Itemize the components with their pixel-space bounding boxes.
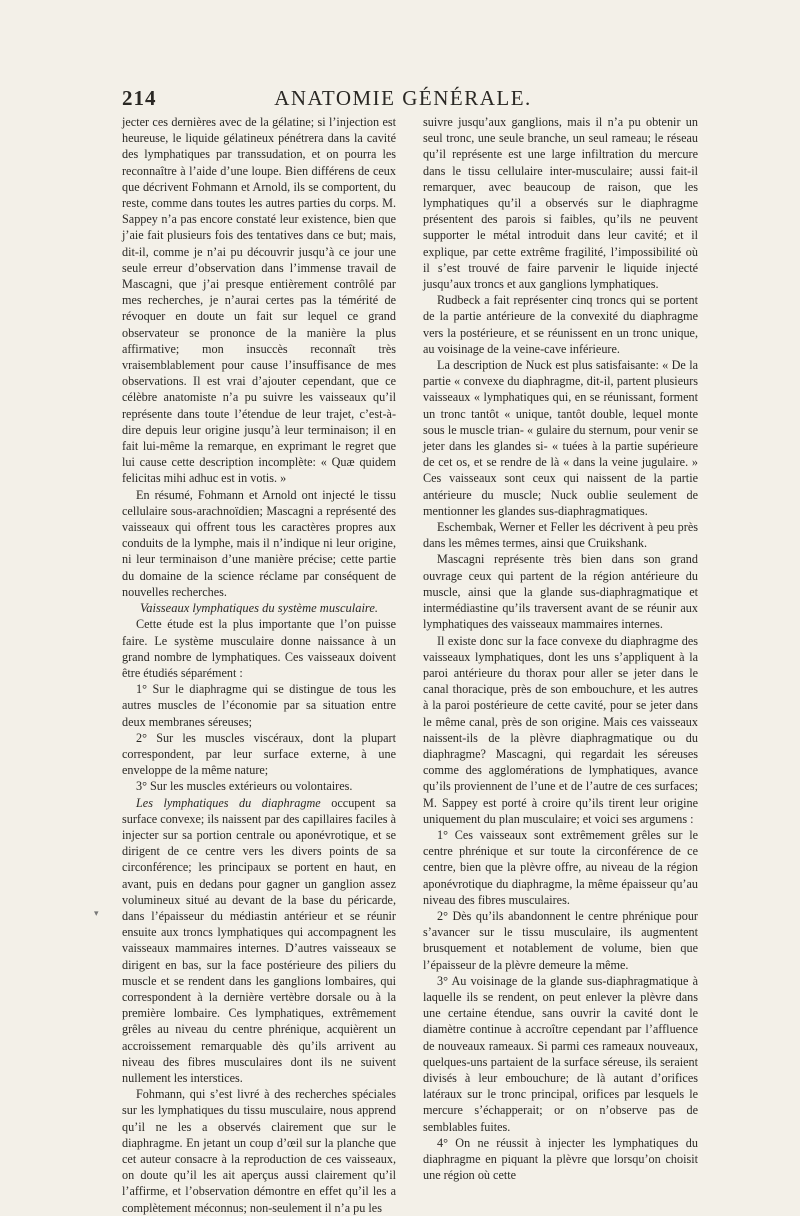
paragraph: suivre jusqu’aux ganglions, mais il n’a pu obtenir un seul tronc, une seule branche, un seul rameau; le réseau qu’il représente est une large infiltration du mercure dans le tissu cellulaire inter-musculaire; aussi fait-il remarquer, avec beaucoup de raison, que les lymphatiques qu’il a observés sur le diaphragme présentent des parois si faibles, qu’ils ne peuvent supporter le métal introduit dans leur cavité; et il explique, par cette extrême fragilité, l’impossibilité où il s’est trouvé de faire parvenir le liquide injecté jusqu’aux troncs et aux ganglions lymphatiques. — [423, 115, 698, 292]
list-item: 3° Sur les muscles extérieurs ou volontaires. — [136, 779, 353, 794]
list-item: 4° On ne réussit à injecter les lymphatiques du diaphragme en piquant la plèvre que lorsqu’on choisit une région où cette — [423, 1135, 698, 1183]
page-number: 214 — [122, 86, 157, 110]
list-item: 1° Ces vaisseaux sont extrêmement grêles sur le centre phrénique et sur toute la circonférence de ce centre, bien que la plèvre offre, au niveau de la région aponévrotique du diaphragme, la même épaisseur qu’au niveau des fibres musculaires. — [423, 827, 698, 907]
paragraph: La description de Nuck est plus satisfaisante: « De la partie « convexe du diaphragme, dit-il, partent plusieurs vaisseaux « lymphatiques qui, en se réunissant, forment un tronc tantôt « unique, tantôt double, lequel monte sous le muscle trian- « gulaire du sternum, pour venir se jeter dans les glandes si- « tuées à la partie supérieure de cet os, et se rendre de là « dans la veine jugulaire. » Ces vaisseaux sont ceux qui naissent de la partie antérieure du muscle; Nuck oublie seulement de mentionner les glandes sus-diaphragmatiques. — [423, 358, 698, 518]
paragraph: Mascagni représente très bien dans son grand ouvrage ceux qui partent de la région antérieure du muscle, ainsi que la glande sus-diaphragmatique et intermédiastine qu’ils traversent avant de se réunir aux lymphatiques des vaisseaux mammaires internes. — [423, 552, 698, 632]
right-column — [423, 114, 698, 1183]
paragraph: En résumé, Fohmann et Arnold ont injecté le tissu cellulaire sous-arachnoïdien; Mascagni a représenté des vaisseaux qui offrent tous les caractères propres aux conduits de la lymphe, mais il n’indique ni leur origine, ni leur terminaison d’une manière précise; cette partie du domaine de la science réclame par conséquent de nouvelles recherches. — [122, 487, 396, 599]
list-item: 2° Sur les muscles viscéraux, dont la plupart correspondent, par leur surface externe, à une enveloppe de la même nature; — [122, 730, 396, 778]
paragraph — [122, 795, 396, 1087]
paragraph: Il existe donc sur la face convexe du diaphragme des vaisseaux lymphatiques, dont les uns s’appliquent à la paroi antérieure du thorax pour aller se jeter dans le canal thoracique, près de son embouchure, et les autres à la paroi postérieure de cette cavité, pour se jeter dans le même canal, près de son origine. Mais ces vaisseaux naissent-ils de la plèvre diaphragmatique ou du diaphragme? Mascagni, qui regardait les séreuses comme des agglomérations de lymphatiques, avance qu’ils proviennent de l’une et de l’autre de ces surfaces; M. Sappey est porté à croire qu’ils tirent leur origine uniquement du plan musculaire; et voici ses argumens : — [423, 633, 698, 826]
paragraph-text: occupent sa surface convexe; ils naissent par des capillaires faciles à injecter sur sa portion centrale ou aponévrotique, et se dirigent de ce centre vers les divers points de sa circonférence; les principaux se portent en haut, en avant, puis en dedans pour gagner un ganglion assez volumineux situé au devant de la base du péricarde, dans l’épaisseur du médiastin antérieur et se réunir ensuite aux troncs lymphatiques qui accompagnent les vaisseaux mammaires internes. D’autres vaisseaux se dirigent en bas, sur la face postérieure des piliers du muscle et se rendent dans les ganglions lombaires, qui correspondent à la dernière vertèbre dorsale ou à la première lombaire. Ces lymphatiques, extrêmement grêles au niveau du centre phrénique, acquièrent un accroissement remarquable dès qu’ils arrivent au niveau des fibres musculaires dont ils ne suivent nullement les interstices. — [122, 795, 396, 1085]
running-title: ANATOMIE GÉNÉRALE. — [274, 86, 532, 110]
paragraph: Cette étude est la plus importante que l’on puisse faire. Le système musculaire donne naissance à un grand nombre de lymphatiques. Ces vaisseaux doivent être étudiés séparément : — [122, 617, 396, 680]
margin-mark: ▾ — [94, 908, 99, 918]
list-item: 3° Au voisinage de la glande sus-diaphragmatique à laquelle ils se rendent, on peut enlever la plèvre dans une certaine étendue, sans ouvrir la cavité dont le diamètre continue à accroître cependant par l’affluence de nouveaux rameaux. Si parmi ces rameaux nouveaux, quelques-uns partaient de la surface séreuse, ils seraient divisés à leur embouchure; de là autant d’orifices latéraux sur le tronc principal, orifices par lesquels le mercure s’échapperait; or on n’observe pas de semblables fuites. — [423, 973, 698, 1134]
paragraph: jecter ces dernières avec de la gélatine; si l’injection est heureuse, le liquide gélatineux pénétrera dans la cavité des lymphatiques par transsudation, et on pourra les reconnaître à l’aide d’une loupe. Bien différens de ceux que décrivent Fohmann et Arnold, ils se comportent, du reste, comme dans toutes les autres parties du corps. M. Sappey n’a pas encore constaté leur existence, bien que j’aie fait plusieurs fois des tentatives dans ce but; mais, dit-il, comme je n’ai pu découvrir jusqu’à ce jour une seule erreur d’observation dans l’immense travail de Mascagni, que j’ai presque entièrement contrôlé par mes recherches, je n’aurai certes pas la témérité de révoquer en doute un fait sur lequel ce grand observateur se prononce de la manière la plus affirmative; mon insuccès reconnaît très vraisemblablement pour cause l’insuffisance de mes observations. Il est vrai d’ajouter cependant, que ce célèbre anatomiste n’a pu suivre les vaisseaux qu’il représente dans toute l’étendue de leur trajet, c’est-à-dire depuis leur origine jusqu’à leur terminaison; il en fait lui-même la remarque, en exprimant le regret que lui cause cette description incomplète: « Quæ quidem felicitas mihi adhuc est in votis. » — [122, 115, 396, 486]
section-title: Vaisseaux lymphatiques du système musculaire. — [139, 601, 379, 616]
left-column — [122, 114, 396, 1216]
paragraph: Fohmann, qui s’est livré à des recherches spéciales sur les lymphatiques du tissu musculaire, nous apprend qu’il ne les a observés clairement que sur le diaphragme. En jetant un coup d’œil sur la planche que cet auteur consacre à la reproduction de ces vaisseaux, on doute qu’il les ait aperçus aussi clairement qu’il l’affirme, et l’observation démontre en effet qu’il les a complètement méconnus; non-seulement il n’a pu les — [122, 1087, 396, 1215]
page-header — [122, 86, 684, 110]
italic-lead: Les lymphatiques du diaphragme — [136, 795, 321, 810]
paragraph: Rudbeck a fait représenter cinq troncs qui se portent de la partie antérieure de la convexité du diaphragme vers la postérieure, et se réunissent en un tronc unique, au voisinage de la veine-cave inférieure. — [423, 293, 698, 356]
paragraph: Eschembak, Werner et Feller les décrivent à peu près dans les mêmes termes, ainsi que Cruikshank. — [423, 520, 698, 551]
list-item: 2° Dès qu’ils abandonnent le centre phrénique pour s’avancer sur le tissu musculaire, ils augmentent brusquement et notablement de volume, bien que l’épaisseur de la plèvre demeure la même. — [423, 908, 698, 972]
list-item: 1° Sur le diaphragme qui se distingue de tous les autres muscles de l’économie par sa situation entre deux membranes séreuses; — [122, 682, 396, 729]
